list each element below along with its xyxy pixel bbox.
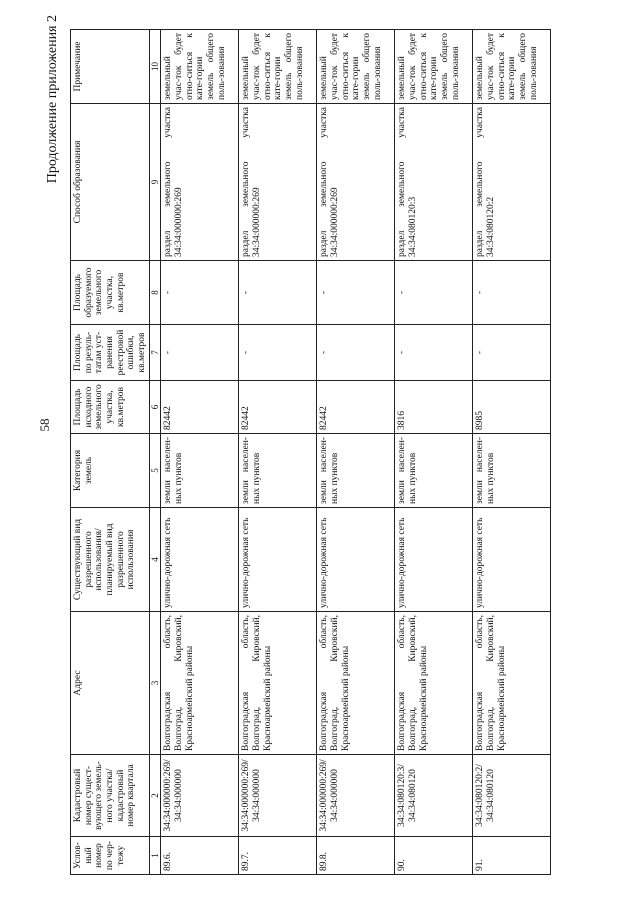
header-cell: Адрес xyxy=(71,612,150,755)
row-number: 90. xyxy=(395,837,473,875)
area-original: 3816 xyxy=(395,381,473,434)
address: Волгоградская область, Волгоград, Кировский, Красноармейский районы xyxy=(395,612,473,755)
area-original: 82442 xyxy=(239,381,317,434)
table-row xyxy=(395,30,473,875)
page-number: 58 xyxy=(37,418,52,432)
row-number: 89.6. xyxy=(161,837,239,875)
cadastral-number: 34:34:000000:269/ 34:34:000000 xyxy=(239,755,317,837)
area-original: 82442 xyxy=(317,381,395,434)
note: земельный учас-ток будет отно-ситься к кате-гории земель общего поль-зования xyxy=(161,30,239,104)
area-corrected: - xyxy=(395,325,473,381)
table-row xyxy=(317,30,395,875)
area-corrected: - xyxy=(317,325,395,381)
note: земельный учас-ток будет отно-ситься к кате-гории земель общего поль-зования xyxy=(395,30,473,104)
header-cell: Существующий вид разрешенного использования/ планируемый вид разрешенного использования xyxy=(71,508,150,612)
column-number: 3 xyxy=(150,612,161,755)
area-new: - xyxy=(395,261,473,325)
header-cell: Кадастровый номер сущест-вующего земель-ного участка/ кадастровый номер квартала xyxy=(71,755,150,837)
header-cell: Площадь образуемого земельного участка, кв.метров xyxy=(71,261,150,325)
address: Волгоградская область, Волгоград, Кировский, Красноармейский районы xyxy=(317,612,395,755)
address: Волгоградская область, Волгоград, Кировский, Красноармейский районы xyxy=(239,612,317,755)
row-number: 91. xyxy=(473,837,551,875)
permitted-use: улично-дорожная сеть xyxy=(317,508,395,612)
land-category: земли населен-ных пунктов xyxy=(395,434,473,508)
table-row xyxy=(239,30,317,875)
header-cell: Площадь по резуль-татам уст-ранения реестровой ошибки, кв.метров xyxy=(71,325,150,381)
area-original: 82442 xyxy=(161,381,239,434)
cadastral-number: 34:34:000000:269/ 34:34:000000 xyxy=(161,755,239,837)
permitted-use: улично-дорожная сеть xyxy=(239,508,317,612)
row-number: 89.7. xyxy=(239,837,317,875)
cadastral-number: 34:34:080120:3/ 34:34:080120 xyxy=(395,755,473,837)
column-number: 1 xyxy=(150,837,161,875)
permitted-use: улично-дорожная сеть xyxy=(161,508,239,612)
column-number: 4 xyxy=(150,508,161,612)
land-category: земли населен-ных пунктов xyxy=(317,434,395,508)
column-number: 9 xyxy=(150,104,161,261)
formation-method: раздел земельного участка 34:34:000000:269 xyxy=(161,104,239,261)
column-number-row xyxy=(150,30,161,875)
area-corrected: - xyxy=(473,325,551,381)
land-category: земли населен-ных пунктов xyxy=(161,434,239,508)
row-number: 89.8. xyxy=(317,837,395,875)
area-original: 8985 xyxy=(473,381,551,434)
cadastral-number: 34:34:000000:269/ 34:34:000000 xyxy=(317,755,395,837)
header-cell: Примечание xyxy=(71,30,150,104)
column-number: 2 xyxy=(150,755,161,837)
area-new: - xyxy=(317,261,395,325)
note: земельный учас-ток будет отно-ситься к кате-гории земель общего поль-зования xyxy=(239,30,317,104)
continuation-title: Продолжение приложения 2 xyxy=(45,15,60,184)
column-number: 5 xyxy=(150,434,161,508)
permitted-use: улично-дорожная сеть xyxy=(395,508,473,612)
header-row xyxy=(71,30,150,875)
formation-method: раздел земельного участка 34:34:000000:269 xyxy=(239,104,317,261)
formation-method: раздел земельного участка 34:34:000000:269 xyxy=(317,104,395,261)
column-number: 8 xyxy=(150,261,161,325)
column-number: 6 xyxy=(150,381,161,434)
header-cell: Площадь исходного земельного участка, кв.метров xyxy=(71,381,150,434)
header-cell: Услов-ный номер по чер-тежу xyxy=(71,837,150,875)
address: Волгоградская область, Волгоград, Кировский, Красноармейский районы xyxy=(161,612,239,755)
permitted-use: улично-дорожная сеть xyxy=(473,508,551,612)
area-new: - xyxy=(239,261,317,325)
formation-method: раздел земельного участка 34:34:080120:3 xyxy=(395,104,473,261)
table-row xyxy=(161,30,239,875)
address: Волгоградская область, Волгоград, Кировский, Красноармейский районы xyxy=(473,612,551,755)
area-new: - xyxy=(473,261,551,325)
land-category: земли населен-ных пунктов xyxy=(473,434,551,508)
header-cell: Способ образования xyxy=(71,104,150,261)
note: земельный учас-ток будет отно-ситься к кате-гории земель общего поль-зования xyxy=(317,30,395,104)
area-new: - xyxy=(161,261,239,325)
column-number: 7 xyxy=(150,325,161,381)
land-category: земли населен-ных пунктов xyxy=(239,434,317,508)
land-plots-table xyxy=(70,29,551,875)
area-corrected: - xyxy=(161,325,239,381)
area-corrected: - xyxy=(239,325,317,381)
column-number: 10 xyxy=(150,30,161,104)
note: земельный учас-ток будет отно-ситься к кате-гории земель общего поль-зования xyxy=(473,30,551,104)
table-row xyxy=(473,30,551,875)
header-cell: Категория земель xyxy=(71,434,150,508)
formation-method: раздел земельного участка 34:34:080120:2 xyxy=(473,104,551,261)
cadastral-number: 34:34:080120:2/ 34:34:080120 xyxy=(473,755,551,837)
